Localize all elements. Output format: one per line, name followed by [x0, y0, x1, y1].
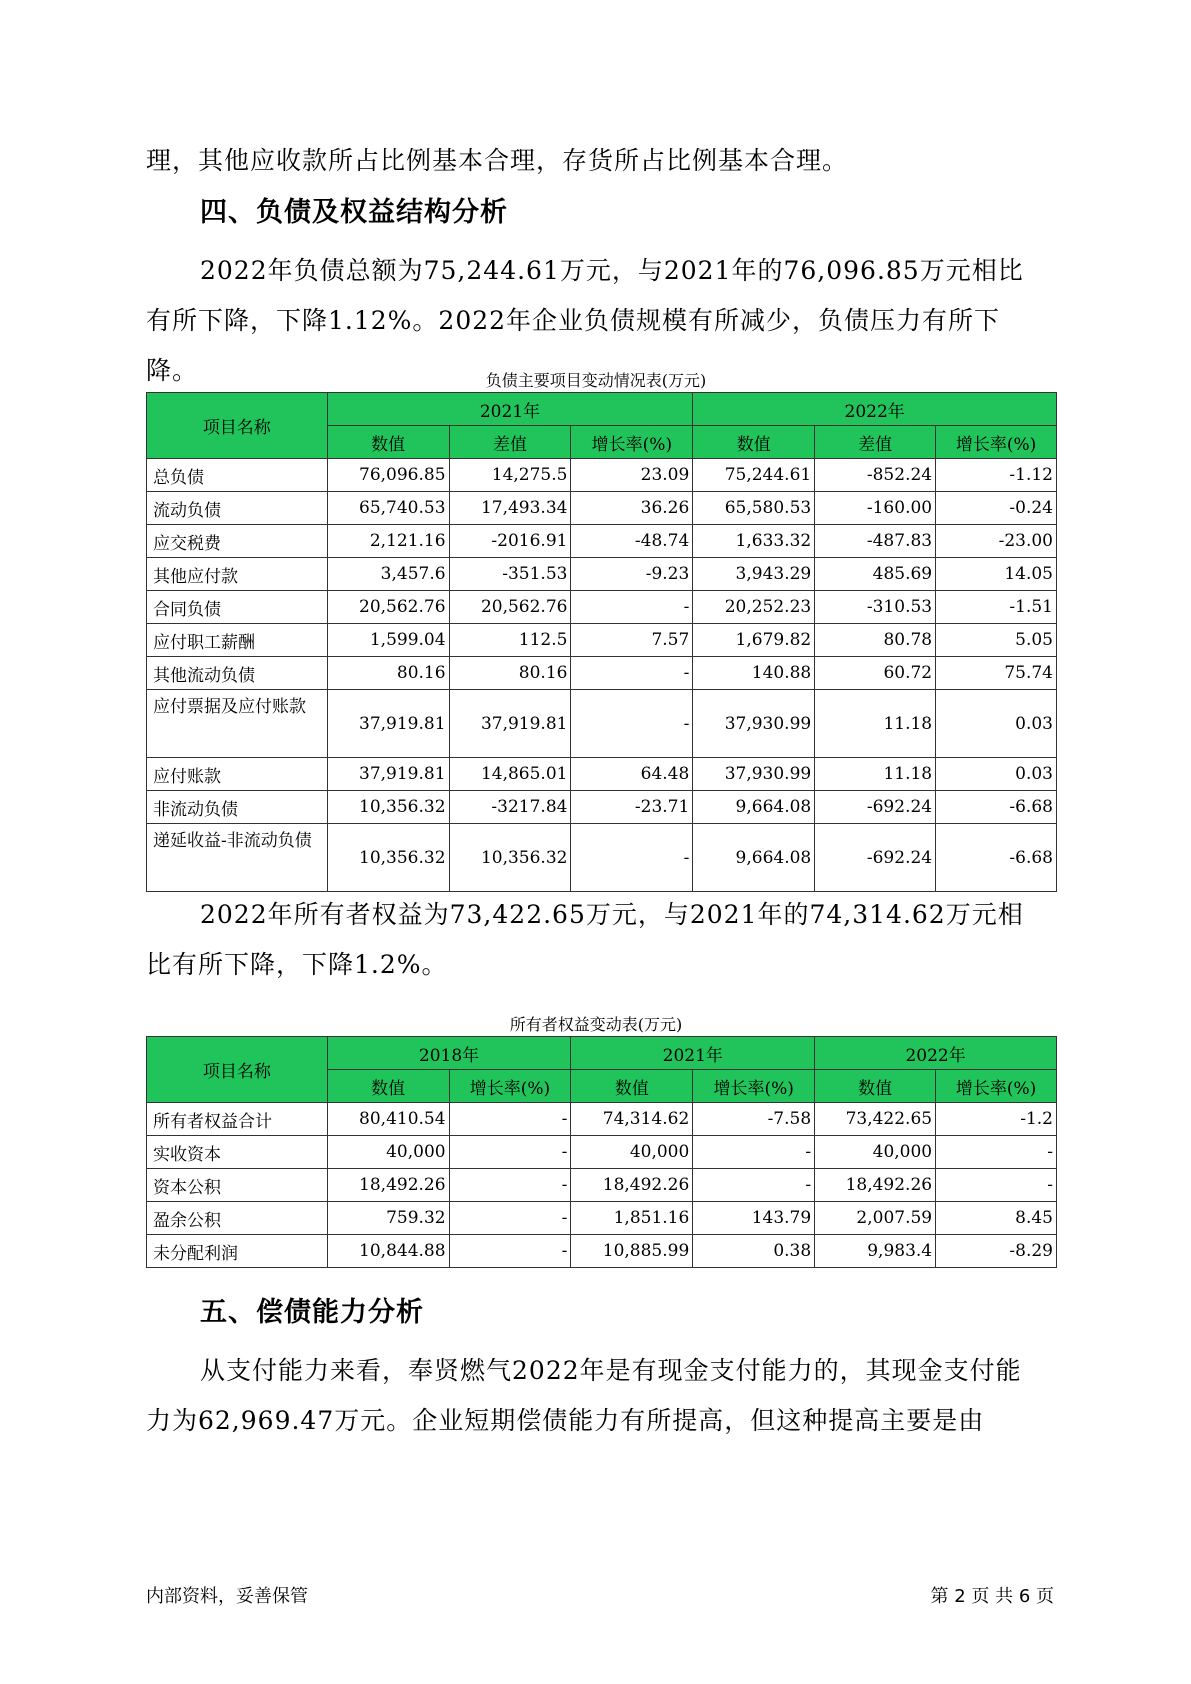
- liab-cell-value: -9.23: [571, 558, 693, 591]
- liab-cell-value: 14,865.01: [449, 758, 571, 791]
- equity-cell-value: 8.45: [936, 1202, 1057, 1235]
- liab-cell-value: 0.03: [936, 758, 1057, 791]
- liab-row-label: 其他应付款: [147, 558, 328, 591]
- liab-cell-value: -160.00: [815, 492, 936, 525]
- liab-cell-value: -6.68: [936, 824, 1057, 892]
- equity-cell-value: 80,410.54: [327, 1103, 449, 1136]
- liab-cell-value: -310.53: [815, 591, 936, 624]
- equity-header-year-2021: 2021年: [571, 1037, 815, 1070]
- liab-table-row: [147, 624, 1057, 657]
- liab-cell-value: 65,580.53: [693, 492, 815, 525]
- equity-subheader: 增长率(%): [693, 1070, 815, 1103]
- equity-cell-value: 18,492.26: [571, 1169, 693, 1202]
- liab-cell-value: 7.57: [571, 624, 693, 657]
- liab-cell-value: 112.5: [449, 624, 571, 657]
- equity-cell-value: 40,000: [571, 1136, 693, 1169]
- equity-row-label: 未分配利润: [147, 1235, 328, 1268]
- liab-subheader: 增长率(%): [936, 426, 1057, 459]
- equity-table: [146, 1036, 1057, 1268]
- liab-cell-value: -23.00: [936, 525, 1057, 558]
- liab-cell-value: 3,457.6: [327, 558, 449, 591]
- liab-cell-value: -3217.84: [449, 791, 571, 824]
- equity-cell-value: 143.79: [693, 1202, 815, 1235]
- liab-cell-value: -6.68: [936, 791, 1057, 824]
- equity-table-row: [147, 1202, 1057, 1235]
- equity-cell-value: 0.38: [693, 1235, 815, 1268]
- liab-row-label: 其他流动负债: [147, 657, 328, 690]
- liab-row-label: 递延收益-非流动负债: [147, 824, 328, 892]
- liab-subheader: 增长率(%): [571, 426, 693, 459]
- liab-cell-value: -351.53: [449, 558, 571, 591]
- liab-table-row: [147, 657, 1057, 690]
- liab-row-label: 应付职工薪酬: [147, 624, 328, 657]
- equity-subheader: 数值: [327, 1070, 449, 1103]
- liab-cell-value: 5.05: [936, 624, 1057, 657]
- equity-cell-value: 9,983.4: [815, 1235, 936, 1268]
- equity-table-row: [147, 1103, 1057, 1136]
- liab-cell-value: 20,252.23: [693, 591, 815, 624]
- liab-table-row: [147, 525, 1057, 558]
- equity-subheader: 增长率(%): [936, 1070, 1057, 1103]
- liab-cell-value: 76,096.85: [327, 459, 449, 492]
- liab-cell-value: 65,740.53: [327, 492, 449, 525]
- liab-cell-value: -0.24: [936, 492, 1057, 525]
- equity-row-label: 所有者权益合计: [147, 1103, 328, 1136]
- equity-cell-value: -: [693, 1169, 815, 1202]
- liab-cell-value: 20,562.76: [327, 591, 449, 624]
- liab-subheader: 数值: [693, 426, 815, 459]
- equity-cell-value: -: [449, 1136, 571, 1169]
- liab-table-row: [147, 690, 1057, 758]
- equity-cell-value: -: [936, 1136, 1057, 1169]
- equity-row-label: 实收资本: [147, 1136, 328, 1169]
- liability-summary-paragraph: 2022年负债总额为75,244.61万元，与2021年的76,096.85万元相比有所下降，下降1.12%。2022年企业负债规模有所减少，负债压力有所下降。: [146, 256, 1024, 385]
- liab-cell-value: -852.24: [815, 459, 936, 492]
- intro-paragraph-tail: 理，其他应收款所占比例基本合理，存货所占比例基本合理。: [146, 146, 849, 175]
- liab-cell-value: 11.18: [815, 690, 936, 758]
- equity-cell-value: -: [449, 1169, 571, 1202]
- equity-cell-value: 10,885.99: [571, 1235, 693, 1268]
- liab-cell-value: 37,919.81: [327, 758, 449, 791]
- liab-cell-value: -: [571, 690, 693, 758]
- equity-cell-value: 18,492.26: [815, 1169, 936, 1202]
- equity-table-row: [147, 1169, 1057, 1202]
- liab-cell-value: -: [571, 657, 693, 690]
- liab-cell-value: -487.83: [815, 525, 936, 558]
- equity-cell-value: -1.2: [936, 1103, 1057, 1136]
- liab-table-row: [147, 758, 1057, 791]
- liab-cell-value: 37,930.99: [693, 690, 815, 758]
- liab-cell-value: 75,244.61: [693, 459, 815, 492]
- equity-summary-paragraph: 2022年所有者权益为73,422.65万元，与2021年的74,314.62万元相比有所下降，下降1.2%。: [146, 900, 1024, 979]
- equity-table-caption: 所有者权益变动表(万元): [509, 1015, 683, 1034]
- equity-cell-value: -: [693, 1136, 815, 1169]
- liab-cell-value: 37,919.81: [449, 690, 571, 758]
- liab-cell-value: 0.03: [936, 690, 1057, 758]
- equity-cell-value: -: [936, 1169, 1057, 1202]
- liab-table-row: [147, 558, 1057, 591]
- liab-cell-value: -: [571, 824, 693, 892]
- section-4-heading: 四、负债及权益结构分析: [200, 197, 508, 228]
- liab-cell-value: -692.24: [815, 824, 936, 892]
- liab-cell-value: -: [571, 591, 693, 624]
- liab-cell-value: -2016.91: [449, 525, 571, 558]
- liab-table-row: [147, 824, 1057, 892]
- section-5-heading: 五、偿债能力分析: [200, 1297, 424, 1328]
- liab-row-label: 应交税费: [147, 525, 328, 558]
- liab-table-row: [147, 791, 1057, 824]
- equity-cell-value: 1,851.16: [571, 1202, 693, 1235]
- liab-row-label: 流动负债: [147, 492, 328, 525]
- liab-cell-value: -1.51: [936, 591, 1057, 624]
- liab-cell-value: 80.16: [327, 657, 449, 690]
- equity-cell-value: -7.58: [693, 1103, 815, 1136]
- equity-cell-value: -: [449, 1202, 571, 1235]
- liab-table-row: [147, 492, 1057, 525]
- liab-cell-value: 37,919.81: [327, 690, 449, 758]
- liab-table-row: [147, 459, 1057, 492]
- liab-cell-value: 75.74: [936, 657, 1057, 690]
- equity-subheader: 数值: [571, 1070, 693, 1103]
- liab-header-year-2022: 2022年: [693, 393, 1057, 426]
- liab-cell-value: 10,356.32: [449, 824, 571, 892]
- liab-cell-value: 80.16: [449, 657, 571, 690]
- liab-cell-value: 37,930.99: [693, 758, 815, 791]
- equity-subheader: 数值: [815, 1070, 936, 1103]
- equity-header-year-2018: 2018年: [327, 1037, 571, 1070]
- equity-cell-value: 2,007.59: [815, 1202, 936, 1235]
- liab-cell-value: 14,275.5: [449, 459, 571, 492]
- liab-cell-value: 1,599.04: [327, 624, 449, 657]
- liab-cell-value: 10,356.32: [327, 791, 449, 824]
- equity-cell-value: 18,492.26: [327, 1169, 449, 1202]
- equity-cell-value: 73,422.65: [815, 1103, 936, 1136]
- liab-cell-value: 485.69: [815, 558, 936, 591]
- liab-cell-value: 9,664.08: [693, 824, 815, 892]
- liab-cell-value: 1,679.82: [693, 624, 815, 657]
- liab-header-item-name: 项目名称: [147, 393, 328, 459]
- solvency-paragraph: 从支付能力来看，奉贤燃气2022年是有现金支付能力的，其现金支付能力为62,969.47万元。企业短期偿债能力有所提高，但这种提高主要是由: [146, 1356, 1022, 1435]
- footer-confidential-note: 内部资料，妥善保管: [146, 1586, 308, 1607]
- equity-cell-value: 40,000: [815, 1136, 936, 1169]
- equity-cell-value: -: [449, 1235, 571, 1268]
- liab-subheader: 差值: [449, 426, 571, 459]
- equity-row-label: 盈余公积: [147, 1202, 328, 1235]
- liab-cell-value: 64.48: [571, 758, 693, 791]
- liab-header-year-2021: 2021年: [327, 393, 693, 426]
- footer-page-number: 第 2 页 共 6 页: [930, 1586, 1054, 1607]
- liab-cell-value: 14.05: [936, 558, 1057, 591]
- liab-row-label: 总负债: [147, 459, 328, 492]
- liab-cell-value: 2,121.16: [327, 525, 449, 558]
- equity-cell-value: -8.29: [936, 1235, 1057, 1268]
- liab-table-row: [147, 591, 1057, 624]
- liab-cell-value: 3,943.29: [693, 558, 815, 591]
- liab-cell-value: 140.88: [693, 657, 815, 690]
- liab-subheader: 差值: [815, 426, 936, 459]
- liab-row-label: 合同负债: [147, 591, 328, 624]
- liab-cell-value: -1.12: [936, 459, 1057, 492]
- equity-cell-value: 74,314.62: [571, 1103, 693, 1136]
- liab-cell-value: 1,633.32: [693, 525, 815, 558]
- equity-cell-value: 40,000: [327, 1136, 449, 1169]
- liab-cell-value: 11.18: [815, 758, 936, 791]
- liab-cell-value: 17,493.34: [449, 492, 571, 525]
- liab-cell-value: 9,664.08: [693, 791, 815, 824]
- liab-cell-value: -48.74: [571, 525, 693, 558]
- equity-header-year-2022: 2022年: [815, 1037, 1057, 1070]
- liab-cell-value: 80.78: [815, 624, 936, 657]
- liab-cell-value: -692.24: [815, 791, 936, 824]
- liab-row-label: 应付票据及应付账款: [147, 690, 328, 758]
- liab-row-label: 应付账款: [147, 758, 328, 791]
- equity-subheader: 增长率(%): [449, 1070, 571, 1103]
- liab-cell-value: 60.72: [815, 657, 936, 690]
- equity-header-item-name: 项目名称: [147, 1037, 328, 1103]
- liab-cell-value: 20,562.76: [449, 591, 571, 624]
- equity-cell-value: -: [449, 1103, 571, 1136]
- equity-table-row: [147, 1235, 1057, 1268]
- liability-table-caption: 负债主要项目变动情况表(万元): [485, 371, 707, 390]
- liab-cell-value: 10,356.32: [327, 824, 449, 892]
- liab-row-label: 非流动负债: [147, 791, 328, 824]
- equity-table-row: [147, 1136, 1057, 1169]
- liab-cell-value: 36.26: [571, 492, 693, 525]
- liab-cell-value: -23.71: [571, 791, 693, 824]
- liab-cell-value: 23.09: [571, 459, 693, 492]
- liability-table: [146, 392, 1057, 892]
- equity-row-label: 资本公积: [147, 1169, 328, 1202]
- equity-cell-value: 759.32: [327, 1202, 449, 1235]
- liab-subheader: 数值: [327, 426, 449, 459]
- equity-cell-value: 10,844.88: [327, 1235, 449, 1268]
